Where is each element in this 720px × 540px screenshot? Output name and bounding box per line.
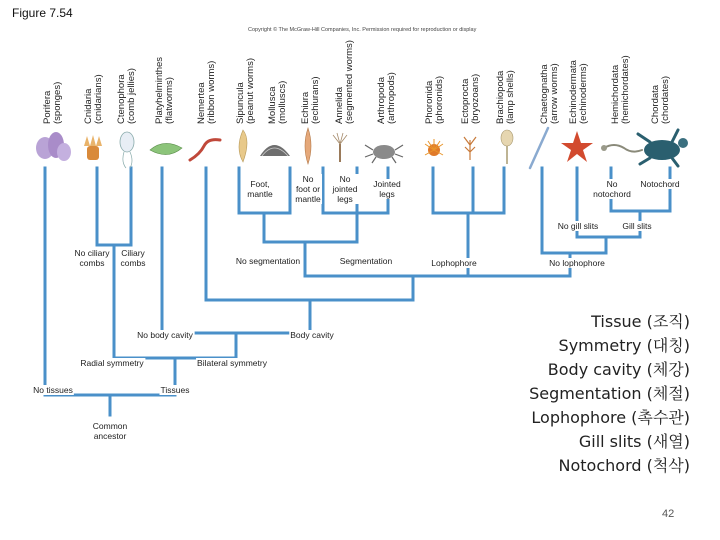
node-label-bilateral-symmetry: Bilateral symmetry [197,358,267,368]
crab-illustration [365,145,403,163]
node-label-segmentation: Segmentation [339,256,393,266]
node-label-no-foot-mantle: No foot or mantle [295,174,321,204]
node-label-no-notochord: No notochord [593,179,631,199]
comb-jelly-illustration [120,132,134,168]
clam-illustration [260,145,290,156]
taxon-label: Porifera(sponges) [42,81,63,124]
taxon-label: Nemertea(ribbon worms) [196,60,217,124]
taxon-label: Platyhelminthes(flatworms) [154,56,175,124]
node-label-jointed-legs: Jointed legs [373,179,401,199]
lamp-shell-illustration [501,130,513,164]
node-label-lophophore: Lophophore [431,258,477,268]
legend-item-gill-slits: Gill slits (새열) [578,432,690,451]
taxon-label: Chordata(chordates) [650,75,671,124]
sponge-illustration [36,132,71,161]
taxon-label: Arthropoda(arthropods) [376,72,397,124]
legend-item-symmetry: Symmetry (대칭) [558,336,690,355]
taxon-label: Hemichordata(hemichordates) [610,55,631,124]
taxa-labels [42,40,671,124]
taxon-label: Cnidaria(cnidarians) [83,74,104,124]
taxon-label: Annelida(segmented worms) [334,40,355,124]
node-label-no-body-cavity: No body cavity [137,330,193,340]
sea-star-illustration [561,131,593,162]
arrow-worm-illustration [530,128,548,168]
taxon-label: Chaetognatha(arrow worms) [539,63,560,124]
figure-label: Figure 7.54 [12,6,73,20]
ribbon-worm-illustration [190,140,220,160]
legend-item-notochord: Notochord (척삭) [558,456,690,475]
character-legend [529,310,690,478]
taxon-label: Phoronida(phoronids) [424,75,445,124]
taxon-label: Mollusca(molluscs) [267,80,288,124]
legend-item-lophophore: Lophophore (촉수관) [531,408,690,427]
node-label-ciliary-combs: Ciliary combs [120,248,146,268]
taxon-label: Sipuncula(peanut worms) [235,58,256,124]
node-label-body-cavity: Body cavity [290,330,334,340]
sea-anemone-illustration [84,135,102,160]
node-label-no-tissues: No tissues [33,385,73,395]
bryozoan-illustration [464,137,476,160]
legend-item-segmentation: Segmentation (체절) [529,384,690,403]
node-label-no-lophophore: No lophophore [549,258,605,268]
phoronid-illustration [425,139,443,156]
node-label-tissues: Tissues [160,385,190,395]
legend-item-tissue: Tissue (조직) [591,312,690,331]
page-number: 42 [662,508,675,520]
taxon-label: Echinodermata(echinoderms) [568,60,589,124]
node-label-no-jointed-legs: No jointed legs [332,174,358,204]
acorn-worm-illustration [601,145,642,152]
node-label-no-ciliary-combs: No ciliary combs [74,248,110,268]
echiuran-illustration [305,128,311,164]
node-label-common-ancestor: Common ancestor [92,421,128,441]
animal-illustrations [36,128,688,168]
node-label-foot-mantle: Foot, mantle [247,179,273,199]
node-label-no-gill-slits: No gill slits [557,221,599,231]
taxon-label: Ectoprocta(bryozoans) [460,73,481,124]
copyright-notice: Copyright © The McGraw-Hill Companies, Inc. Permission required for reproduction or display [248,27,477,33]
taxon-label: Brachiopoda(lamp shells) [495,70,516,124]
taxon-label: Ctenophora(comb jellies) [116,68,137,124]
flatworm-illustration [150,143,182,154]
legend-item-body-cavity: Body cavity (체강) [547,360,690,379]
peanut-worm-illustration [239,130,247,162]
node-label-no-segmentation: No segmentation [235,256,301,266]
sea-turtle-illustration [638,130,688,166]
segmented-worm-illustration [333,133,347,162]
node-label-notochord: Notochord [640,179,680,189]
node-label-gill-slits: Gill slits [622,221,652,231]
taxon-label: Echiura(echiurans) [300,76,321,124]
node-label-radial-symmetry: Radial symmetry [80,358,144,368]
